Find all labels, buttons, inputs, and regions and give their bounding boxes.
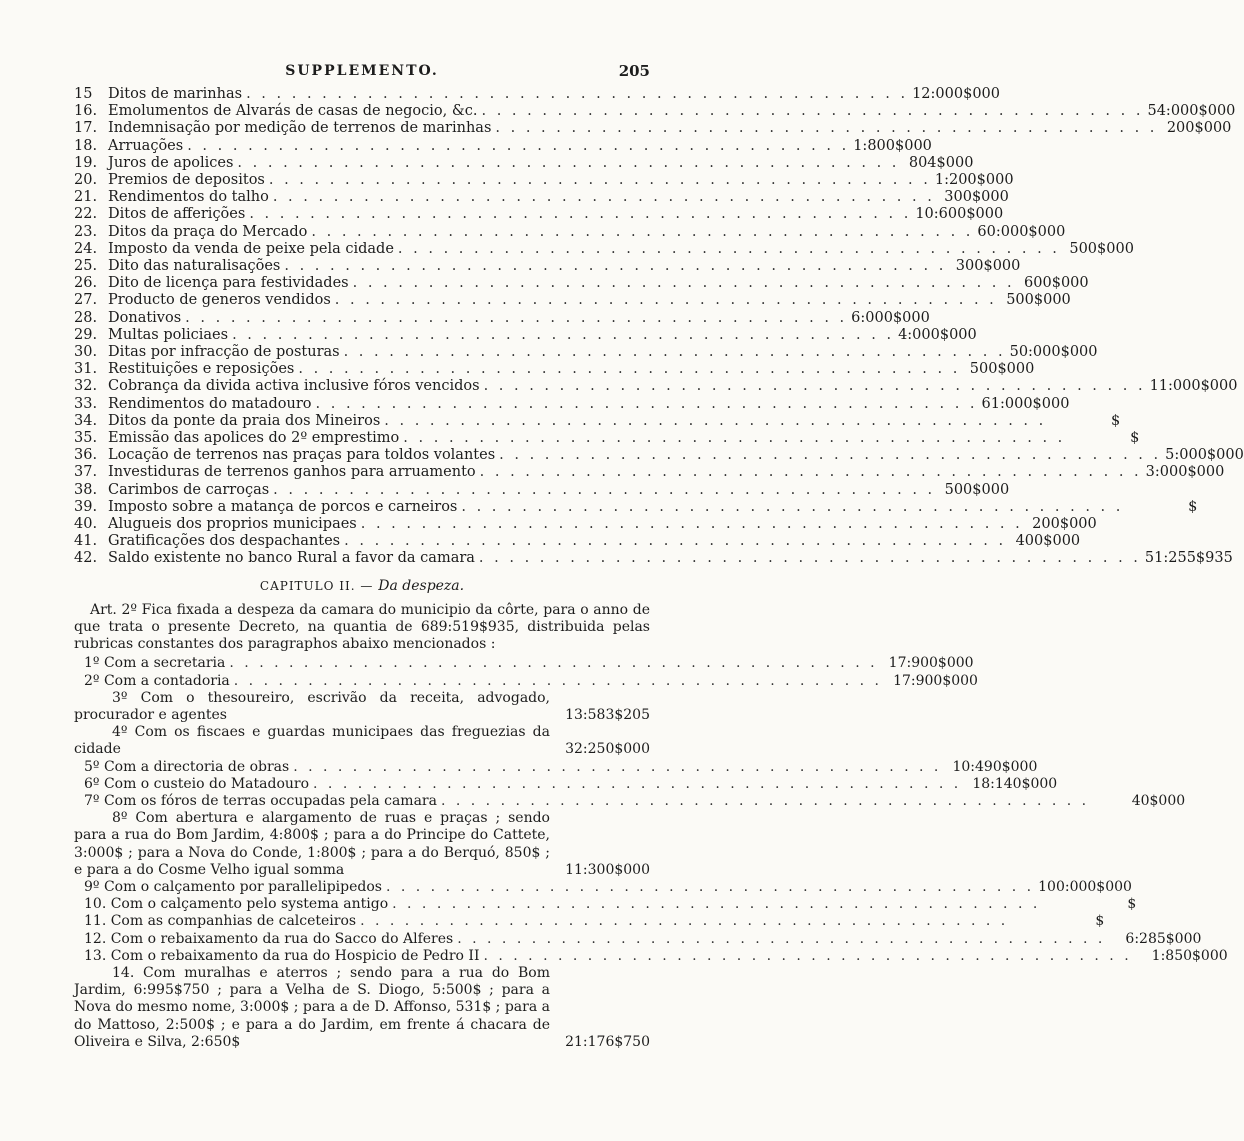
dot-leader: . . . . . . . . . . . . . . . . . . . . . . . . . . . . . . . . . . . . . . . . . . . . — [403, 430, 1066, 447]
expense-value: 18:140$000 — [972, 775, 1058, 792]
expense-block — [74, 810, 650, 879]
item-text: Indemnisação por medição de terrenos de marinhas — [108, 120, 492, 137]
expense-block — [74, 965, 650, 1051]
item-text: Rendimentos do talho — [108, 189, 269, 206]
item-value: 11:000$000 — [1149, 378, 1238, 395]
item-value: 500$000 — [944, 481, 1010, 498]
expense-text: 11. Com as companhias de calceteiros — [84, 913, 357, 930]
revenue-row — [74, 154, 974, 172]
revenue-row — [74, 533, 1081, 550]
item-value: 1:800$000 — [853, 137, 932, 154]
dot-leader: . . . . . . . . . . . . . . . . . . . . . . . . . . . . . . . . . . . . . . . . . . . . — [343, 344, 1006, 361]
item-value: 3:000$000 — [1145, 464, 1225, 481]
item-number: 15 — [74, 86, 93, 102]
expense-value: 11:300$000 — [565, 861, 650, 878]
item-value: 804$000 — [908, 154, 974, 171]
revenue-row — [74, 344, 1098, 361]
revenue-row — [74, 275, 1089, 292]
item-text: Emissão das apolices do 2º emprestimo — [108, 430, 400, 447]
item-value: 200$000 — [1166, 120, 1232, 137]
expense-block — [74, 724, 650, 758]
expense-value: 40$000 — [1131, 792, 1186, 809]
item-number: 42. — [74, 550, 98, 567]
dot-leader: . . . . . . . . . . . . . . . . . . . . . . . . . . . . . . . . . . . . . . . . . . . . — [272, 189, 935, 206]
item-number: 33. — [74, 395, 98, 412]
item-text: Cobrança da divida activa inclusive fóros vencidos — [108, 378, 480, 395]
revenue-row — [74, 120, 1232, 137]
item-text: Juros de apolices — [108, 154, 234, 171]
item-number: 25. — [74, 258, 98, 275]
item-text: Restituições e reposições — [108, 361, 295, 378]
item-text: Ditos da ponte da praia dos Mineiros — [108, 412, 381, 429]
expense-text: 5º Com a directoria de obras — [84, 758, 290, 775]
item-number: 22. — [74, 206, 98, 223]
item-number: 29. — [74, 326, 98, 343]
expense-value: 21:176$750 — [565, 1033, 650, 1050]
expense-block — [74, 690, 650, 724]
revenue-row — [74, 326, 977, 344]
dot-leader: . . . . . . . . . . . . . . . . . . . . . . . . . . . . . . . . . . . . . . . . . . . . — [384, 412, 1047, 429]
expense-text: 1º Com a secretaria — [84, 655, 226, 672]
revenue-row — [74, 378, 1238, 395]
dot-leader: . . . . . . . . . . . . . . . . . . . . . . . . . . . . . . . . . . . . . . . . . . . . — [229, 655, 878, 672]
item-number: 31. — [74, 361, 98, 378]
item-value: 6:000$000 — [851, 309, 930, 326]
dot-leader: . . . . . . . . . . . . . . . . . . . . . . . . . . . . . . . . . . . . . . . . . . . . — [385, 878, 1035, 895]
dot-leader: . . . . . . . . . . . . . . . . . . . . . . . . . . . . . . . . . . . . . . . . . . . . — [352, 275, 1015, 292]
chapter-label: CAPITULO II. — — [259, 578, 374, 593]
dot-leader: . . . . . . . . . . . . . . . . . . . . . . . . . . . . . . . . . . . . . . . . . . . . — [293, 758, 942, 775]
expense-row — [74, 775, 1058, 793]
item-value: 60:000$000 — [977, 223, 1066, 240]
expense-row — [74, 878, 1132, 896]
item-text: Premios de depositos — [108, 172, 265, 189]
dot-leader: . . . . . . . . . . . . . . . . . . . . . . . . . . . . . . . . . . . . . . . . . . . . — [461, 498, 1124, 515]
dot-leader: . . . . . . . . . . . . . . . . . . . . . . . . . . . . . . . . . . . . . . . . . . . . — [344, 533, 1007, 550]
item-value: 1:200$000 — [934, 172, 1014, 189]
expense-text: 6º Com o custeio do Matadouro — [84, 775, 310, 792]
dot-leader: . . . . . . . . . . . . . . . . . . . . . . . . . . . . . . . . . . . . . . . . . . . . — [185, 309, 848, 326]
dot-leader: . . . . . . . . . . . . . . . . . . . . . . . . . . . . . . . . . . . . . . . . . . . . — [233, 672, 882, 689]
dot-leader: . . . . . . . . . . . . . . . . . . . . . . . . . . . . . . . . . . . . . . . . . . . . — [499, 447, 1162, 464]
expense-value: 13:583$205 — [565, 706, 650, 723]
chapter-subtitle: Da despeza. — [378, 577, 465, 594]
item-text: Ditos da praça do Mercado — [108, 223, 308, 240]
item-text: Dito das naturalisações — [108, 258, 281, 275]
dot-leader: . . . . . . . . . . . . . . . . . . . . . . . . . . . . . . . . . . . . . . . . . . . . — [313, 775, 962, 792]
expense-text: 2º Com a contadoria — [84, 672, 230, 689]
item-value: $ — [1130, 430, 1140, 447]
item-text: Investiduras de terrenos ganhos para arruamento — [108, 464, 476, 481]
dot-leader: . . . . . . . . . . . . . . . . . . . . . . . . . . . . . . . . . . . . . . . . . . . . — [311, 223, 974, 240]
revenue-row — [74, 189, 1009, 206]
chapter-heading — [74, 578, 650, 594]
item-text: Imposto sobre a matança de porcos e carneiros — [108, 498, 458, 515]
item-value: 12:000$000 — [912, 86, 1000, 102]
expense-list — [74, 655, 1228, 1051]
dot-leader: . . . . . . . . . . . . . . . . . . . . . . . . . . . . . . . . . . . . . . . . . . . . — [284, 258, 947, 275]
item-text: Locação de terrenos nas praças para toldos volantes — [108, 447, 496, 464]
item-text: Ditos de afferições — [108, 206, 246, 223]
item-value: 5:000$000 — [1165, 447, 1244, 464]
dot-leader: . . . . . . . . . . . . . . . . . . . . . . . . . . . . . . . . . . . . . . . . . . . . — [440, 792, 1090, 809]
item-value: 500$000 — [1069, 240, 1134, 257]
item-value: 54:000$000 — [1147, 103, 1236, 120]
dot-leader: . . . . . . . . . . . . . . . . . . . . . . . . . . . . . . . . . . . . . . . . . . . . — [249, 206, 912, 223]
item-value: $ — [1111, 412, 1121, 429]
item-number: 16. — [74, 103, 98, 120]
revenue-row — [74, 516, 1097, 533]
item-value: 10:600$000 — [915, 206, 1004, 223]
expense-text: 4º Com os fiscaes e guardas municipaes das freguezias da cidade — [74, 724, 550, 758]
item-value: 50:000$000 — [1009, 344, 1098, 361]
item-text: Dito de licença para festividades — [108, 275, 349, 292]
item-number: 24. — [74, 240, 98, 257]
expense-text: 14. Com muralhas e aterros ; sendo para a rua do Bom Jardim, 6:995$750 ; para a Velha de S. Diogo, 5:500$ ; para a Nova do mesmo nome, 3:000$ ; para a de D. Affonso, 531$ ; para a do Mattoso, 2:500$ ; e para a do Jardim, em frente á chacara de Oliveira e Silva, 2:650$ — [74, 964, 550, 1050]
dot-leader: . . . . . . . . . . . . . . . . . . . . . . . . . . . . . . . . . . . . . . . . . . . . — [334, 292, 997, 309]
item-text: Carimbos de carroças — [108, 481, 270, 498]
item-number: 30. — [74, 344, 98, 361]
item-text: Alugueis dos proprios municipaes — [108, 516, 357, 533]
item-value: 4:000$000 — [898, 326, 977, 343]
item-text: Saldo existente no banco Rural a favor da camara — [108, 550, 475, 567]
expense-row — [74, 758, 1038, 776]
revenue-row — [74, 309, 930, 327]
item-number: 34. — [74, 412, 98, 429]
expense-value: $ — [1095, 913, 1105, 930]
item-text: Donativos — [108, 309, 182, 326]
item-number: 40. — [74, 516, 98, 533]
expense-text: 9º Com o calçamento por parallelipipedos — [84, 878, 382, 895]
article-paragraph: Art. 2º Fica fixada a despeza da camara do municipio da côrte, para o anno de que trata o presente Decreto, na quantia de 689:519$935, distribuida pelas rubricas constantes dos paragraphos abaixo mencionados : — [74, 601, 650, 653]
item-value: $ — [1188, 498, 1198, 515]
dot-leader: . . . . . . . . . . . . . . . . . . . . . . . . . . . . . . . . . . . . . . . . . . . . — [483, 378, 1146, 395]
expense-row — [74, 655, 974, 672]
expense-row — [74, 896, 1137, 913]
item-number: 39. — [74, 498, 98, 515]
item-value: 300$000 — [944, 189, 1009, 206]
item-text: Emolumentos de Alvarás de casas de negocio, &c. — [108, 103, 478, 120]
item-value: 51:255$935 — [1144, 550, 1233, 567]
revenue-row — [74, 172, 1014, 189]
dot-leader: . . . . . . . . . . . . . . . . . . . . . . . . . . . . . . . . . . . . . . . . . . . . — [495, 120, 1158, 137]
item-number: 37. — [74, 464, 98, 481]
expense-text: 7º Com os fóros de terras occupadas pela camara — [84, 792, 437, 809]
expense-value: 10:490$000 — [952, 758, 1038, 775]
dot-leader: . . . . . . . . . . . . . . . . . . . . . . . . . . . . . . . . . . . . . . . . . . . . — [483, 947, 1132, 964]
page-header — [74, 60, 650, 86]
revenue-row — [74, 481, 1010, 499]
page-number: 205 — [618, 62, 650, 80]
revenue-row — [74, 361, 1035, 378]
expense-text: 3º Com o thesoureiro, escrivão da receita, advogado, procurador e agentes — [74, 689, 550, 723]
item-value: 400$000 — [1015, 533, 1081, 550]
item-value: 300$000 — [955, 258, 1021, 275]
item-text: Arruações — [108, 137, 184, 154]
item-value: 61:000$000 — [981, 395, 1070, 412]
item-number: 28. — [74, 309, 98, 326]
revenue-row — [74, 498, 1198, 516]
dot-leader: . . . . . . . . . . . . . . . . . . . . . . . . . . . . . . . . . . . . . . . . . . . . — [268, 172, 931, 189]
item-number: 32. — [74, 378, 98, 395]
item-value: 600$000 — [1024, 275, 1089, 292]
expense-value: 32:250$000 — [565, 741, 650, 758]
revenue-row — [74, 206, 1004, 223]
dot-leader: . . . . . . . . . . . . . . . . . . . . . . . . . . . . . . . . . . . . . . . . . . . . — [246, 86, 909, 102]
expense-text: 13. Com o rebaixamento da rua do Hospicio de Pedro II — [84, 947, 480, 964]
expense-text: 12. Com o rebaixamento da rua do Sacco do Alferes — [84, 930, 454, 947]
dot-leader: . . . . . . . . . . . . . . . . . . . . . . . . . . . . . . . . . . . . . . . . . . . . — [397, 240, 1060, 257]
expense-value: 17:900$000 — [888, 655, 974, 672]
expense-row — [74, 672, 978, 690]
dot-leader: . . . . . . . . . . . . . . . . . . . . . . . . . . . . . . . . . . . . . . . . . . . . — [479, 464, 1142, 481]
dot-leader: . . . . . . . . . . . . . . . . . . . . . . . . . . . . . . . . . . . . . . . . . . . . — [187, 137, 850, 154]
item-number: 36. — [74, 447, 98, 464]
dot-leader: . . . . . . . . . . . . . . . . . . . . . . . . . . . . . . . . . . . . . . . . . . . . — [360, 516, 1023, 533]
item-number: 18. — [74, 137, 98, 154]
document-page — [74, 60, 1244, 1051]
expense-value: $ — [1127, 896, 1137, 913]
expense-text: 10. Com o calçamento pelo systema antigo — [84, 896, 389, 913]
dot-leader: . . . . . . . . . . . . . . . . . . . . . . . . . . . . . . . . . . . . . . . . . . . . — [232, 326, 895, 343]
item-number: 19. — [74, 154, 98, 171]
expense-value: 1:850$000 — [1151, 947, 1228, 964]
dot-leader: . . . . . . . . . . . . . . . . . . . . . . . . . . . . . . . . . . . . . . . . . . . . — [392, 896, 1041, 913]
dot-leader: . . . . . . . . . . . . . . . . . . . . . . . . . . . . . . . . . . . . . . . . . . . . — [315, 395, 978, 412]
running-title: SUPPLEMENTO. — [285, 63, 439, 79]
item-text: Ditos de marinhas — [108, 86, 243, 102]
item-number: 35. — [74, 430, 98, 447]
dot-leader: . . . . . . . . . . . . . . . . . . . . . . . . . . . . . . . . . . . . . . . . . . . . — [273, 481, 936, 498]
item-text: Gratificações dos despachantes — [108, 533, 341, 550]
item-number: 17. — [74, 120, 98, 137]
revenue-row — [74, 412, 1121, 430]
revenue-row — [74, 292, 1071, 309]
revenue-row — [74, 447, 1244, 464]
item-text: Imposto da venda de peixe pela cidade — [108, 240, 394, 257]
revenue-row — [74, 103, 1236, 120]
item-text: Producto de generos vendidos — [108, 292, 331, 309]
expense-row — [74, 947, 1228, 965]
dot-leader: . . . . . . . . . . . . . . . . . . . . . . . . . . . . . . . . . . . . . . . . . . . . — [237, 154, 900, 171]
revenue-list — [74, 86, 1244, 568]
expense-value: 6:285$000 — [1125, 930, 1202, 947]
revenue-row — [74, 430, 1140, 447]
item-number: 41. — [74, 533, 98, 550]
dot-leader: . . . . . . . . . . . . . . . . . . . . . . . . . . . . . . . . . . . . . . . . . . . . — [298, 361, 961, 378]
dot-leader: . . . . . . . . . . . . . . . . . . . . . . . . . . . . . . . . . . . . . . . . . . . . — [481, 103, 1144, 120]
revenue-row — [74, 464, 1225, 481]
item-number: 21. — [74, 189, 98, 206]
dot-leader: . . . . . . . . . . . . . . . . . . . . . . . . . . . . . . . . . . . . . . . . . . . . — [478, 550, 1141, 567]
revenue-row — [74, 223, 1066, 241]
item-number: 23. — [74, 223, 98, 240]
item-number: 27. — [74, 292, 98, 309]
revenue-row — [74, 258, 1021, 275]
item-value: 500$000 — [969, 361, 1035, 378]
revenue-row — [74, 137, 932, 155]
expense-row — [74, 792, 1186, 810]
item-text: Ditas por infracção de posturas — [108, 344, 340, 361]
item-text: Rendimentos do matadouro — [108, 395, 312, 412]
item-number: 20. — [74, 172, 98, 189]
expense-row — [74, 913, 1105, 930]
expense-text: 8º Com abertura e alargamento de ruas e praças ; sendo para a rua do Bom Jardim, 4:800$ ; para a do Principe do Cattete, 3:000$ ; para a Nova do Conde, 1:800$ ; para a do Berquó, 850$ ; e para a do Cosme Velho igual somma — [74, 810, 550, 878]
expense-value: 17:900$000 — [893, 672, 978, 689]
item-text: Multas policiaes — [108, 326, 229, 343]
expense-row — [74, 930, 1202, 948]
revenue-row — [74, 240, 1134, 258]
revenue-row — [74, 86, 1000, 103]
item-number: 26. — [74, 275, 98, 292]
item-value: 500$000 — [1006, 292, 1071, 309]
revenue-row — [74, 395, 1070, 413]
dot-leader: . . . . . . . . . . . . . . . . . . . . . . . . . . . . . . . . . . . . . . . . . . . . — [457, 930, 1106, 947]
item-number: 38. — [74, 481, 98, 498]
revenue-row — [74, 550, 1233, 567]
dot-leader: . . . . . . . . . . . . . . . . . . . . . . . . . . . . . . . . . . . . . . . . . . . . — [360, 913, 1009, 930]
expense-value: 100:000$000 — [1038, 878, 1132, 895]
item-value: 200$000 — [1032, 516, 1097, 533]
